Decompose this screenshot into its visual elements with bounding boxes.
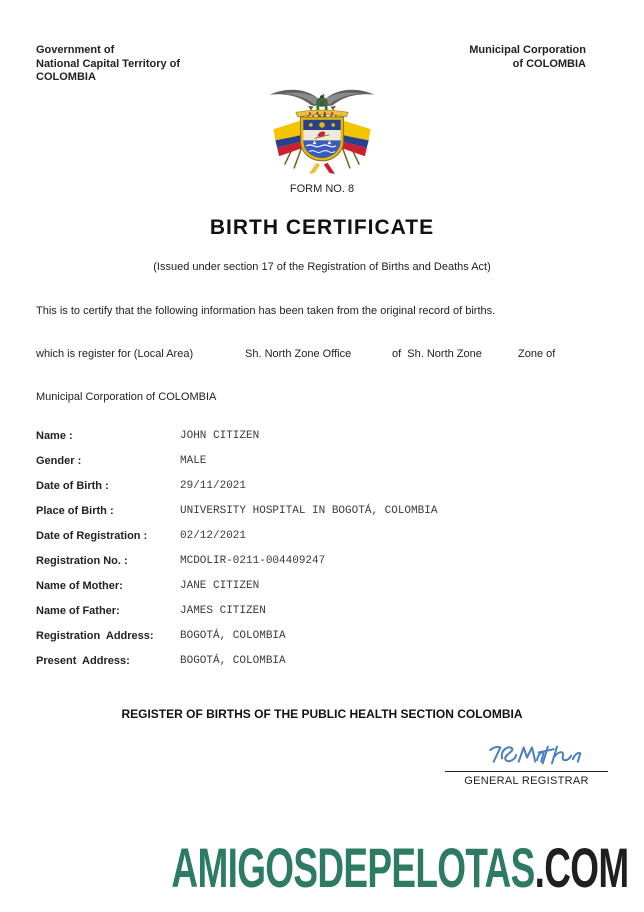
register-of-births-heading: REGISTER OF BIRTHS OF THE PUBLIC HEALTH SECTION COLOMBIA xyxy=(121,707,523,721)
field-value: UNIVERSITY HOSPITAL IN BOGOTÁ, COLOMBIA xyxy=(180,505,438,517)
field-row-name-of-mother xyxy=(36,580,614,605)
field-row-place-of-birth xyxy=(36,505,614,530)
field-row-gender xyxy=(36,455,614,480)
watermark-name: AMIGOSDEPELOTAS xyxy=(170,836,535,899)
header-left xyxy=(36,44,180,85)
field-row-date-of-birth xyxy=(36,480,614,505)
header-right-line1: Municipal Corporation xyxy=(469,44,586,56)
field-value: MCDOLIR-0211-004409247 xyxy=(180,555,326,567)
watermark xyxy=(170,836,628,899)
field-label: Registration Address: xyxy=(36,630,154,642)
certificate-fields xyxy=(36,430,614,680)
field-row-name-of-father xyxy=(36,605,614,630)
header-left-line2: National Capital Territory of xyxy=(36,57,181,70)
field-label: Place of Birth : xyxy=(36,505,114,517)
field-label: Date of Birth : xyxy=(36,480,109,492)
header-right-line2: of COLOMBIA xyxy=(512,57,586,70)
field-label: Gender : xyxy=(36,455,82,467)
field-value: MALE xyxy=(180,455,207,467)
field-row-registration-address xyxy=(36,630,614,655)
field-label: Name : xyxy=(36,430,73,442)
field-label: Name of Mother: xyxy=(36,580,123,592)
watermark-tld: .COM xyxy=(534,836,628,899)
certify-statement: This is to certify that the following information has been taken from the original record of births. xyxy=(36,305,496,317)
header-left-line3: COLOMBIA xyxy=(36,71,96,83)
field-value: 02/12/2021 xyxy=(180,530,247,542)
field-value: 29/11/2021 xyxy=(180,480,247,492)
municipal-corporation-line: Municipal Corporation of COLOMBIA xyxy=(36,391,217,403)
registrar-signature-icon xyxy=(482,740,592,770)
signature-line xyxy=(445,771,608,772)
certificate-subtitle: (Issued under section 17 of the Registration of Births and Deaths Act) xyxy=(153,261,491,273)
header-right xyxy=(469,44,586,71)
register-line-prefix: which is register for (Local Area) xyxy=(36,348,194,360)
field-value: BOGOTÁ, COLOMBIA xyxy=(180,630,286,642)
form-number: FORM NO. 8 xyxy=(289,183,355,195)
field-label: Name of Father: xyxy=(36,605,120,617)
field-value: JANE CITIZEN xyxy=(180,580,260,592)
field-row-date-of-registration xyxy=(36,530,614,555)
field-value: JAMES CITIZEN xyxy=(180,605,266,617)
field-label: Present Address: xyxy=(36,655,130,667)
register-line-suffix: Zone of xyxy=(518,348,556,360)
register-office: Sh. North Zone Office xyxy=(245,348,352,360)
field-value: JOHN CITIZEN xyxy=(180,430,260,442)
field-row-present-address xyxy=(36,655,614,680)
colombia-coat-of-arms-icon xyxy=(266,84,378,178)
field-label: Registration No. : xyxy=(36,555,128,567)
field-row-name xyxy=(36,430,614,455)
field-row-registration-no xyxy=(36,555,614,580)
register-line xyxy=(0,348,644,362)
certificate-title: BIRTH CERTIFICATE xyxy=(209,216,435,239)
registrar-title: GENERAL REGISTRAR xyxy=(464,775,589,787)
field-label: Date of Registration : xyxy=(36,530,148,542)
register-zone: of Sh. North Zone xyxy=(392,348,482,360)
header-left-line1: Government of xyxy=(36,44,115,56)
field-value: BOGOTÁ, COLOMBIA xyxy=(180,655,286,667)
